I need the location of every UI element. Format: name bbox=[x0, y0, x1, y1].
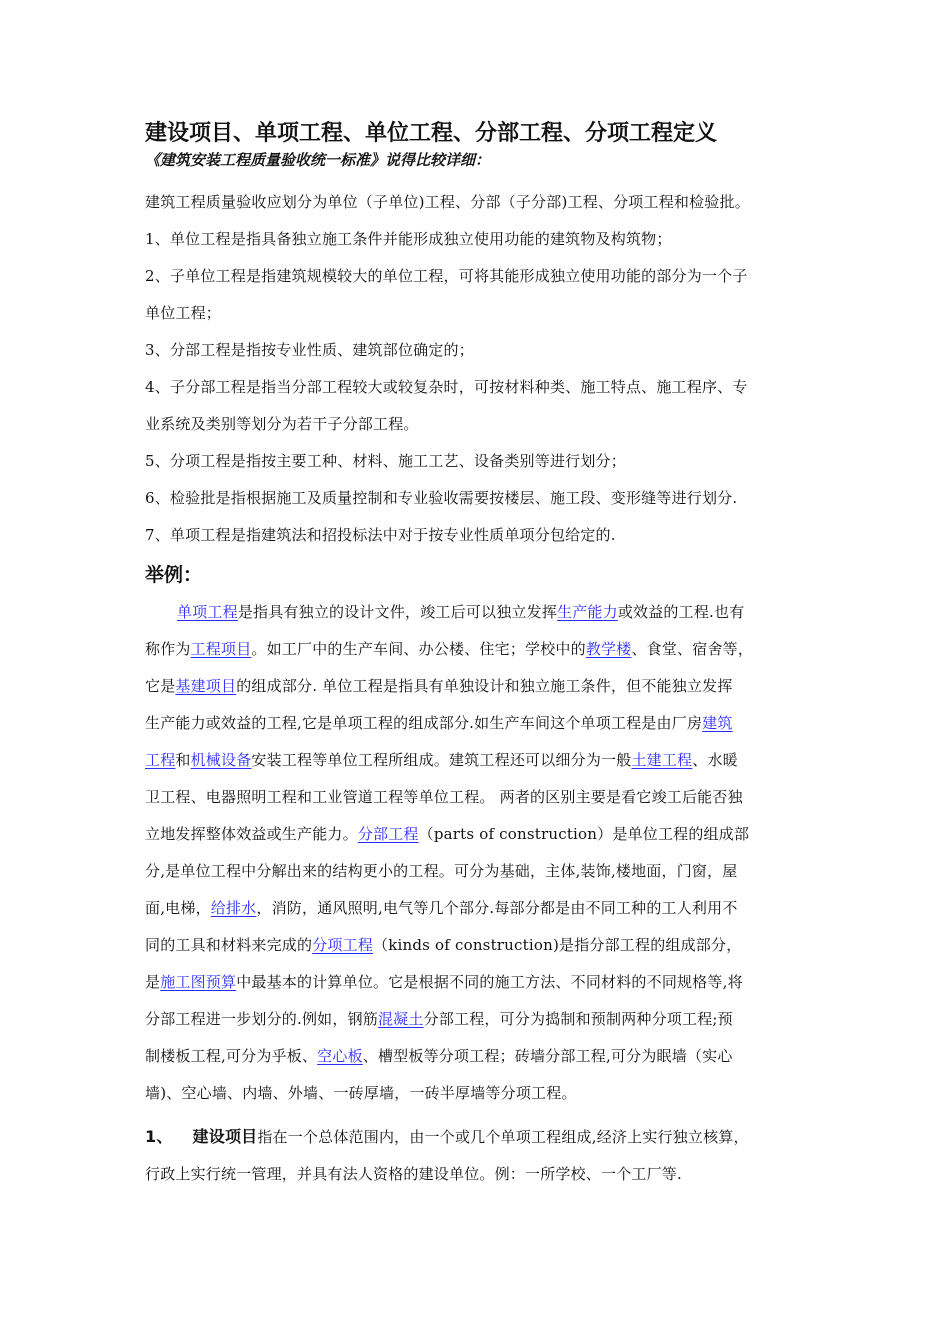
example-line bbox=[145, 1001, 810, 1038]
page-title: 建设项目、单项工程、单位工程、分部工程、分项工程定义 bbox=[145, 121, 718, 146]
example-line bbox=[145, 890, 810, 927]
example-line: 分,是单位工程中分解出来的结构更小的工程。可分为基础，主体,装饰,楼地面，门窗，屋 bbox=[145, 862, 738, 880]
text-span: 分部工程进一步划分的.例如，钢筋 bbox=[145, 1010, 378, 1028]
link-construction-drawing-budget[interactable]: 施工图预算 bbox=[160, 973, 237, 991]
item-5: 5、分项工程是指按主要工种、材料、施工工艺、设备类别等进行划分； bbox=[145, 452, 626, 470]
text-span: （parts of construction）是单位工程的组成部 bbox=[418, 825, 750, 843]
link-mechanical-equipment[interactable]: 机械设备 bbox=[190, 751, 252, 769]
example-line bbox=[145, 668, 810, 705]
example-line: 卫工程、电器照明工程和工业管道工程等单位工程。 两者的区别主要是看它竣工后能否独 bbox=[145, 788, 743, 806]
definition-1 bbox=[145, 1118, 810, 1193]
link-building-engineering-cont[interactable]: 工程 bbox=[145, 751, 176, 769]
text-span: ，消防，通风照明,电气等几个部分.每部分都是由不同工种的工人利用不 bbox=[256, 899, 738, 917]
example-line bbox=[145, 964, 810, 1001]
item-1: 1、单位工程是指具备独立施工条件并能形成独立使用功能的建筑物及构筑物； bbox=[145, 230, 672, 248]
example-line bbox=[145, 1038, 810, 1075]
item-2-line-2: 单位工程； bbox=[145, 304, 222, 322]
link-water-supply-drainage[interactable]: 给排水 bbox=[210, 899, 257, 917]
text-span: 制楼板工程,可分为乎板、 bbox=[145, 1047, 318, 1065]
link-engineering-project[interactable]: 工程项目 bbox=[190, 640, 252, 658]
text-span: 是 bbox=[145, 973, 161, 991]
text-span: 立地发挥整体效益或生产能力。 bbox=[145, 825, 358, 843]
link-infrastructure-project[interactable]: 基建项目 bbox=[175, 677, 237, 695]
intro-line: 建筑工程质量验收应划分为单位（子单位)工程、分部（子分部)工程、分项工程和检验批。 bbox=[145, 193, 750, 211]
definition-term: 建设项目 bbox=[192, 1127, 258, 1146]
text-span: 是指具有独立的设计文件，竣工后可以独立发挥 bbox=[237, 603, 558, 621]
text-span: 的组成部分. 单位工程是指具有单独设计和独立施工条件，但不能独立发挥 bbox=[236, 677, 733, 695]
text-span: 分部工程，可分为捣制和预制两种分项工程;预 bbox=[423, 1010, 733, 1028]
example-paragraph bbox=[145, 594, 810, 1112]
link-hollow-slab[interactable]: 空心板 bbox=[317, 1047, 363, 1065]
example-line bbox=[145, 631, 810, 668]
text-span: 它是 bbox=[145, 677, 176, 695]
example-line bbox=[145, 742, 810, 779]
text-span: 或效益的工程.也有 bbox=[617, 603, 745, 621]
text-span: 同的工具和材料来完成的 bbox=[145, 936, 313, 954]
item-3: 3、分部工程是指按专业性质、建筑部位确定的； bbox=[145, 341, 474, 359]
example-line bbox=[145, 816, 810, 853]
item-4-line-1: 4、子分部工程是指当分部工程较大或较复杂时，可按材料种类、施工特点、施工程序、专 bbox=[145, 378, 748, 396]
definition-1-line-1 bbox=[145, 1118, 810, 1156]
example-line: 墙)、空心墙、内墙、外墙、一砖厚墙，一砖半厚墙等分项工程。 bbox=[145, 1084, 577, 1102]
definitions-section bbox=[145, 184, 810, 554]
link-single-project[interactable]: 单项工程 bbox=[177, 603, 238, 621]
definition-1-line-2: 行政上实行统一管理，并具有法人资格的建设单位。例：一所学校、一个工厂等. bbox=[145, 1165, 682, 1183]
text-span: 、水暖 bbox=[692, 751, 738, 769]
item-2-line-1: 2、子单位工程是指建筑规模较大的单位工程，可将其能形成独立使用功能的部分为一个子 bbox=[145, 267, 748, 285]
text-span: 安装工程等单位工程所组成。建筑工程还可以细分为一般 bbox=[251, 751, 632, 769]
text-span: 。如工厂中的生产车间、办公楼、住宅；学校中的 bbox=[251, 640, 586, 658]
text-span: 、食堂、宿舍等， bbox=[631, 640, 754, 658]
example-line bbox=[145, 927, 810, 964]
definition-number: 1、 bbox=[145, 1127, 173, 1146]
link-production-capacity[interactable]: 生产能力 bbox=[557, 603, 618, 621]
text-span: 面,电梯， bbox=[145, 899, 211, 917]
link-civil-engineering[interactable]: 土建工程 bbox=[631, 751, 693, 769]
link-sub-item-work[interactable]: 分项工程 bbox=[312, 936, 374, 954]
text-span: 生产能力或效益的工程,它是单项工程的组成部分.如生产车间这个单项工程是由厂房 bbox=[145, 714, 703, 732]
example-line bbox=[145, 705, 810, 742]
page-subtitle: 《建筑安装工程质量验收统一标准》说得比较详细： bbox=[145, 151, 491, 169]
text-span: （kinds of construction)是指分部工程的组成部分， bbox=[373, 936, 742, 954]
document-content bbox=[145, 118, 810, 1193]
item-6: 6、检验批是指根据施工及质量控制和专业验收需要按楼层、施工段、变形缝等进行划分. bbox=[145, 489, 738, 507]
link-divisional-work[interactable]: 分部工程 bbox=[357, 825, 419, 843]
link-building-engineering[interactable]: 建筑 bbox=[702, 714, 733, 732]
text-span: 指在一个总体范围内，由一个或几个单项工程组成,经济上实行独立核算， bbox=[257, 1128, 749, 1146]
item-4-line-2: 业系统及类别等划分为若干子分部工程。 bbox=[145, 415, 419, 433]
text-span: 中最基本的计算单位。它是根据不同的施工方法、不同材料的不同规格等,将 bbox=[236, 973, 743, 991]
link-teaching-building[interactable]: 教学楼 bbox=[585, 640, 632, 658]
example-line bbox=[145, 594, 810, 631]
item-7: 7、单项工程是指建筑法和招投标法中对于按专业性质单项分包给定的. bbox=[145, 526, 616, 544]
example-heading: 举例： bbox=[145, 564, 203, 586]
text-span: 和 bbox=[175, 751, 191, 769]
text-span: 称作为 bbox=[145, 640, 191, 658]
text-span: 、槽型板等分项工程；砖墙分部工程,可分为眠墙（实心 bbox=[362, 1047, 733, 1065]
link-concrete[interactable]: 混凝土 bbox=[377, 1010, 424, 1028]
